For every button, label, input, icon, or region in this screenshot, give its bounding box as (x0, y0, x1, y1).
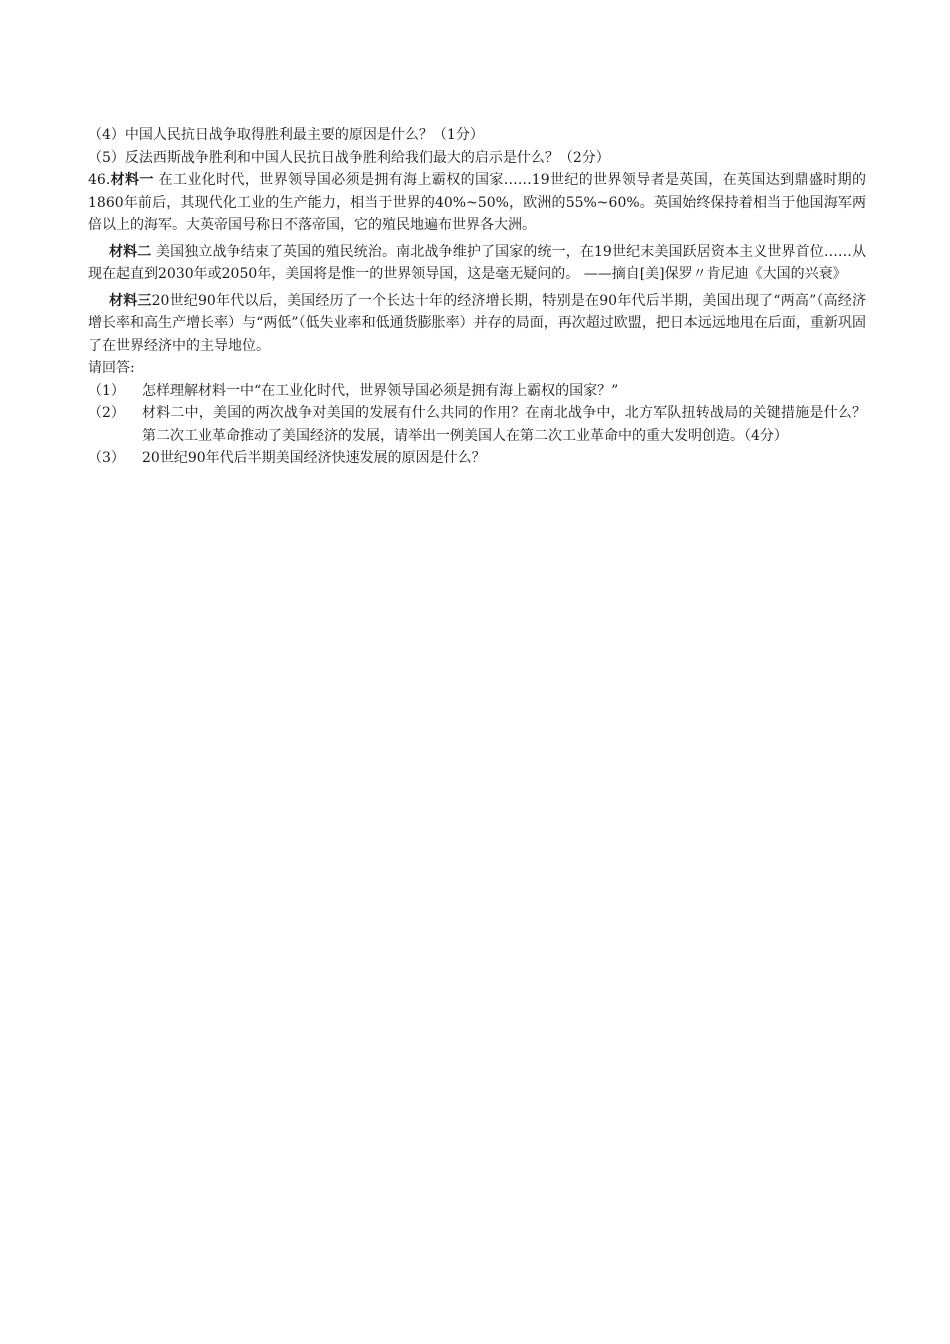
sub-question-number: （3） (88, 450, 125, 466)
sub-question-text: 材料二中，美国的两次战争对美国的发展有什么共同的作用？在南北战争中，北方军队扭转战局的关键措施是什么？第二次工业革命推动了美国经济的发展，请举出一例美国人在第二次工业革命中的重大发明创造。（4分） (142, 405, 866, 444)
document-page (88, 124, 866, 470)
sub-question-text: 怎样理解材料一中“在工业化时代，世界领导国必须是拥有海上霸权的国家？” (142, 382, 619, 399)
material-3-text: 20世纪90年代以后，美国经历了一个长达十年的经济增长期，特别是在90年代后半期，美国出现了“两高”（高经济增长率和高生产增长率）与“两低”（低失业率和低通货膨胀率）并存的局面，再次超过欧盟，把日本远远地甩在后面，重新巩固了在世界经济中的主导地位。 (88, 292, 867, 354)
question-5: （5）反法西斯战争胜利和中国人民抗日战争胜利给我们最大的启示是什么？（2分） (88, 149, 610, 166)
sub-question-number: （2） (88, 405, 125, 421)
sub-question-3 (88, 447, 866, 470)
material-2-label: 材料二 (109, 243, 152, 260)
material-1-paragraph (88, 169, 866, 237)
question-number: 46. (88, 172, 111, 188)
material-2-paragraph (88, 241, 866, 286)
question-4: （4）中国人民抗日战争取得胜利最主要的原因是什么？（1分） (88, 127, 484, 143)
material-3-paragraph (88, 290, 866, 358)
answer-prompt: 请回答: (88, 360, 135, 376)
material-1-label: 材料一 (110, 172, 154, 188)
sub-question-number: （1） (88, 382, 125, 399)
sub-question-text: 20世纪90年代后半期美国经济快速发展的原因是什么？ (142, 450, 486, 466)
material-3-label: 材料三 (109, 292, 152, 309)
sub-question-2 (88, 402, 866, 447)
material-2-text: 美国独立战争结束了英国的殖民统治。南北战争维护了国家的统一，在19世纪末美国跃居资本主义世界首位……从现在起直到2030年或2050年，美国将是惟一的世界领导国，这是毫无疑问的。 ——摘自[美]保罗〃肯尼迪《大国的兴衰》 (88, 243, 867, 282)
sub-question-1 (88, 380, 866, 403)
material-1-text: 在工业化时代，世界领导国必须是拥有海上霸权的国家……19世纪的世界领导者是英国，在英国达到鼎盛时期的1860年前后，其现代化工业的生产能力，相当于世界的40%~50%，欧洲的55%~60%。英国始终保持着相当于他国海军两倍以上的海军。大英帝国号称日不落帝国，它的殖民地遍布世界各大洲。 (88, 172, 867, 233)
